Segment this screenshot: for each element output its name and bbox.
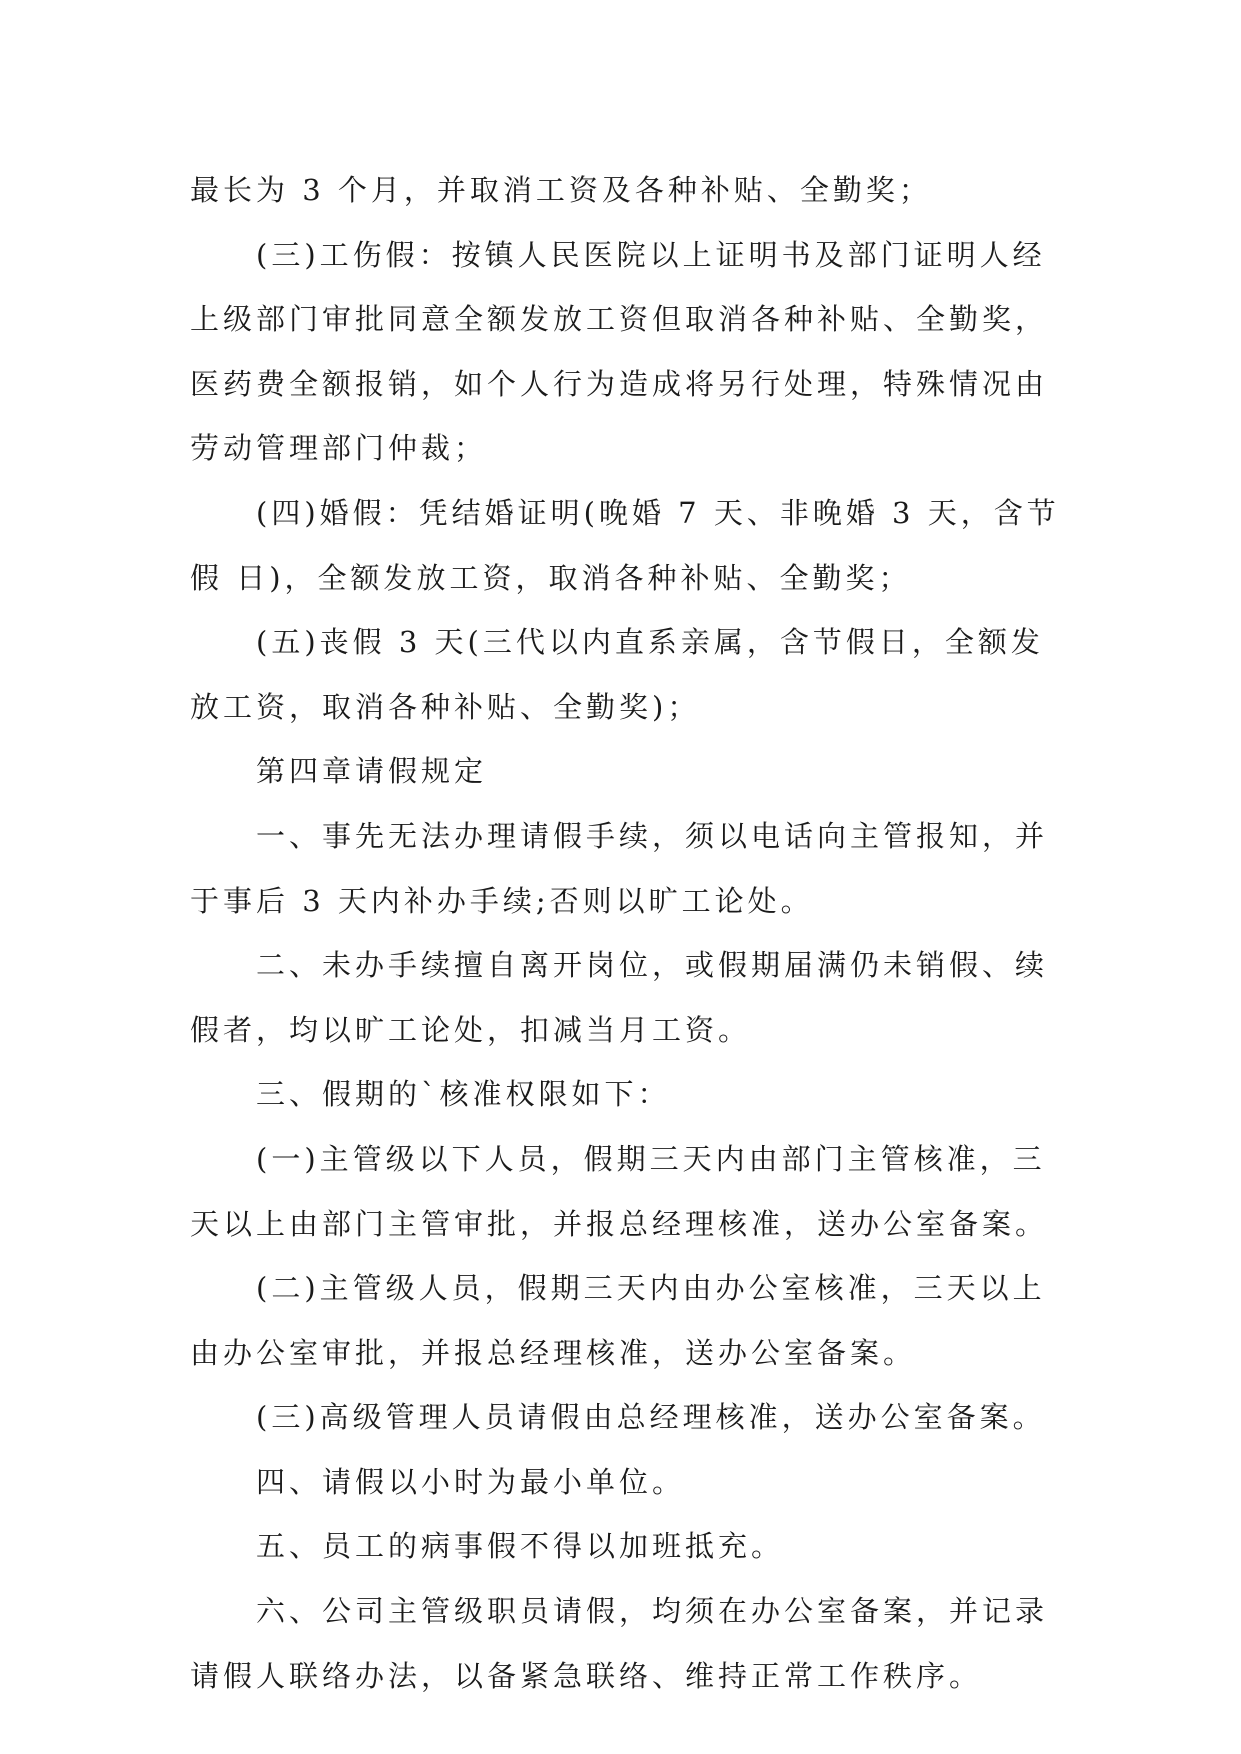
text-line: 最长为 3 个月，并取消工资及各种补贴、全勤奖； xyxy=(190,173,932,207)
text-line: 请假人联络办法，以备紧急联络、维持正常工作秩序。 xyxy=(190,1658,983,1693)
text-line: 于事后 3 天内补办手续;否则以旷工论处。 xyxy=(190,883,814,918)
text-line: (五)丧假 3 天(三代以内直系亲属，含节假日，全额发 xyxy=(256,625,1044,660)
text-line: 假者，均以旷工论处，扣减当月工资。 xyxy=(190,1012,752,1047)
text-line: (一)主管级以下人员，假期三天内由部门主管核准，三 xyxy=(256,1141,1046,1176)
text-line: 六、公司主管级职员请假，均须在办公室备案，并记录 xyxy=(256,1594,1049,1629)
text-line: 由办公室审批，并报总经理核准，送办公室备案。 xyxy=(190,1335,917,1370)
text-line: 四、请假以小时为最小单位。 xyxy=(256,1464,686,1499)
document-body xyxy=(190,158,1070,1708)
text-line: (二)主管级人员，假期三天内由办公室核准，三天以上 xyxy=(256,1271,1046,1306)
text-line: (三)工伤假：按镇人民医院以上证明书及部门证明人经 xyxy=(256,237,1046,272)
text-line: 上级部门审批同意全额发放工资但取消各种补贴、全勤奖， xyxy=(190,302,1049,337)
text-line: 假 日)，全额发放工资，取消各种补贴、全勤奖； xyxy=(190,560,912,595)
text-line: 一、事先无法办理请假手续，须以电话向主管报知，并 xyxy=(256,818,1049,853)
text-line: 二、未办手续擅自离开岗位，或假期届满仍未销假、续 xyxy=(256,948,1049,983)
text-line: 医药费全额报销，如个人行为造成将另行处理，特殊情况由 xyxy=(190,366,1049,401)
chapter-heading: 第四章请假规定 xyxy=(256,754,488,789)
text-line: 放工资，取消各种补贴、全勤奖)； xyxy=(190,689,701,724)
text-line: (三)高级管理人员请假由总经理核准，送办公室备案。 xyxy=(256,1400,1046,1435)
text-line: 劳动管理部门仲裁； xyxy=(190,431,488,466)
text-line: 三、假期的`核准权限如下： xyxy=(256,1077,671,1112)
text-line: 天以上由部门主管审批，并报总经理核准，送办公室备案。 xyxy=(190,1206,1049,1241)
text-line: 五、员工的病事假不得以加班抵充。 xyxy=(256,1529,785,1564)
text-line: (四)婚假：凭结婚证明(晚婚 7 天、非晚婚 3 天，含节 xyxy=(256,495,1060,530)
